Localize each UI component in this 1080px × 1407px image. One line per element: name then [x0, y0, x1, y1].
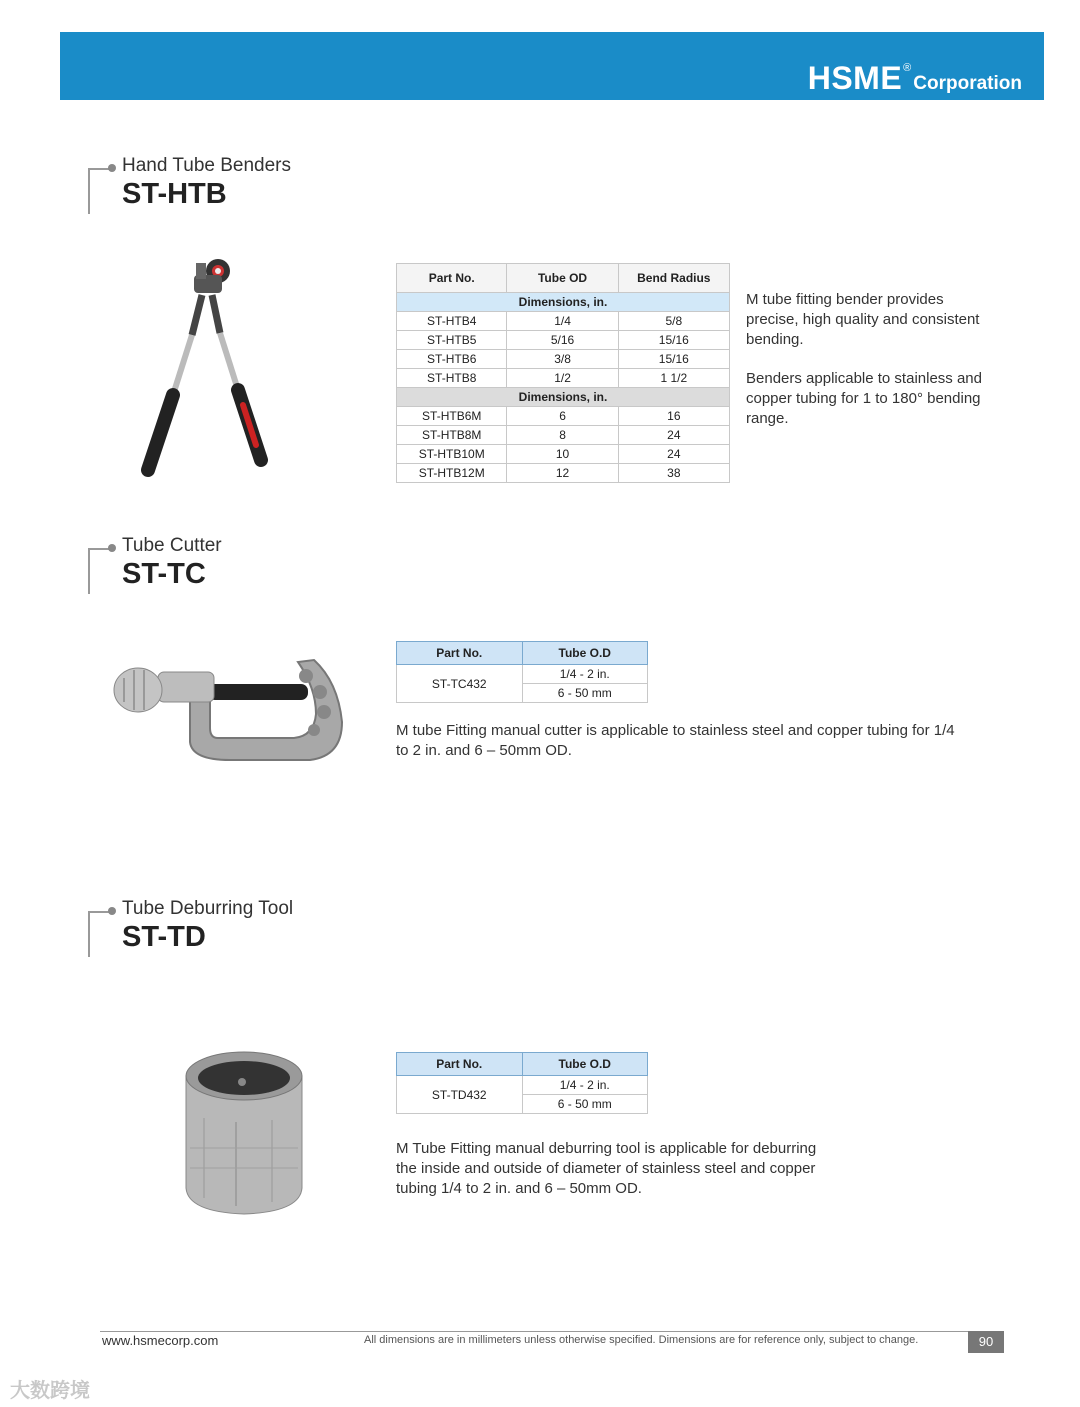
- group-header-mm: Dimensions, in.: [397, 388, 730, 407]
- header-band: [60, 32, 1044, 100]
- benders-desc-para-1: M tube fitting bender provides precise, high quality and consistent bending.: [746, 291, 980, 348]
- benders-description: [746, 290, 996, 429]
- section-code: ST-TC: [122, 558, 206, 590]
- table-row: [397, 1076, 648, 1095]
- table-row: [397, 665, 648, 684]
- bullet-icon: [108, 544, 116, 552]
- size-cell: 6 - 50 mm: [522, 684, 647, 703]
- bullet-icon: [108, 907, 116, 915]
- col-header-tube-od: Tube O.D: [522, 1053, 647, 1076]
- bullet-icon: [108, 164, 116, 172]
- brand-logo: [808, 60, 1022, 97]
- col-header-part: Part No.: [397, 1053, 523, 1076]
- brand-suffix: Corporation: [913, 73, 1022, 94]
- col-header-part: Part No.: [397, 264, 507, 293]
- deburring-tool-image: [180, 1048, 310, 1218]
- tube-bender-image: [128, 255, 288, 480]
- section-code: ST-TD: [122, 921, 206, 953]
- section-subtitle: Tube Cutter: [122, 535, 222, 556]
- brand-name: HSME: [807, 60, 903, 96]
- size-cell: 6 - 50 mm: [522, 1095, 647, 1114]
- part-number-cell: ST-TD432: [397, 1076, 523, 1114]
- part-number-cell: ST-TC432: [397, 665, 523, 703]
- col-header-bend-radius: Bend Radius: [618, 264, 729, 293]
- table-row: ST-HTB8M 8 24: [397, 426, 730, 445]
- table-row: ST-HTB10M 10 24: [397, 445, 730, 464]
- table-row: ST-HTB6M 6 16: [397, 407, 730, 426]
- size-cell: 1/4 - 2 in.: [522, 1076, 647, 1095]
- col-header-tube-od: Tube OD: [507, 264, 618, 293]
- table-row: ST-HTB4 1/4 5/8: [397, 312, 730, 331]
- benders-desc-para-2: Benders applicable to stainless and copper tubing for 1 to 180° bending range.: [746, 370, 982, 427]
- footer-url[interactable]: www.hsmecorp.com: [102, 1333, 219, 1348]
- registered-mark: ®: [903, 62, 912, 74]
- tube-cutter-image: [110, 652, 350, 767]
- col-header-tube-od: Tube O.D: [522, 642, 647, 665]
- footer-note: All dimensions are in millimeters unless otherwise specified. Dimensions are for reference only, subject to change.: [364, 1334, 919, 1346]
- watermark: 大数跨境: [10, 1380, 90, 1402]
- deburring-description: M Tube Fitting manual deburring tool is applicable for deburring the inside and outside of diameter of stainless steel and copper tubing 1/4 to 2 in. and 6 – 50mm OD.: [396, 1140, 817, 1197]
- size-cell: 1/4 - 2 in.: [522, 665, 647, 684]
- table-row: ST-HTB12M 12 38: [397, 464, 730, 483]
- footer-divider: [100, 1331, 1004, 1332]
- section-subtitle: Tube Deburring Tool: [122, 898, 294, 919]
- page-number: 90: [968, 1331, 1004, 1353]
- table-row: ST-HTB6 3/8 15/16: [397, 350, 730, 369]
- table-row: ST-HTB8 1/2 1 1/2: [397, 369, 730, 388]
- group-header-inch: Dimensions, in.: [397, 293, 730, 312]
- cutter-spec-table: [396, 641, 648, 703]
- col-header-part: Part No.: [397, 642, 523, 665]
- benders-spec-table: [396, 263, 730, 483]
- deburring-spec-table: [396, 1052, 648, 1114]
- table-row: ST-HTB5 5/16 15/16: [397, 331, 730, 350]
- section-code: ST-HTB: [122, 178, 227, 210]
- section-subtitle: Hand Tube Benders: [122, 155, 292, 176]
- cutter-description: M tube Fitting manual cutter is applicable to stainless steel and copper tubing for 1/4 to 2 in. and 6 – 50mm OD.: [396, 722, 955, 759]
